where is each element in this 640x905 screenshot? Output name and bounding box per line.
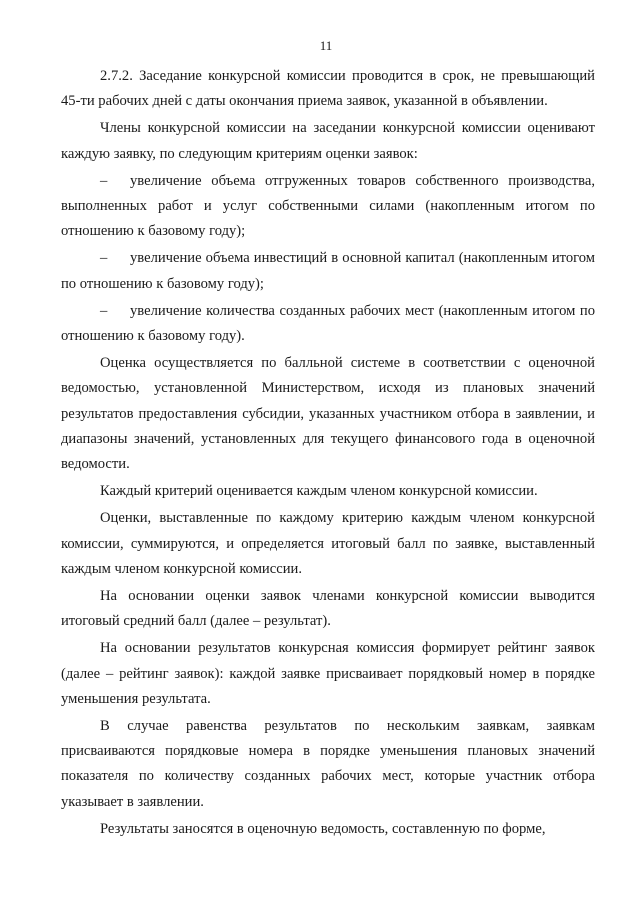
document-body [61,64,595,844]
paragraph-each-criterion: Каждый критерий оценивается каждым членом конкурсной комиссии. [100,483,538,500]
paragraph-tie-break: В случае равенства результатов по нескольким заявкам, заявкам присваиваются порядковые номера в порядке уменьшения плановых значений показателя по количеству созданных рабочих мест, которые участник отбора указывает в заявлении. [61,718,595,810]
dash-marker: – [100,302,108,319]
paragraph-meeting-deadline: 2.7.2. Заседание конкурсной комиссии проводится в срок, не превышающий 45-ти рабочих дней с даты окончания приема заявок, указанной в объявлении. [61,68,595,110]
criterion-item-investments [61,246,595,296]
paragraph-results-recorded: Результаты заносятся в оценочную ведомость, составленную по форме, [100,820,546,837]
dash-marker: – [100,250,108,267]
paragraph-evaluation-criteria-intro: Члены конкурсной комиссии на заседании конкурсной комиссии оценивают каждую заявку, по следующим критериям оценки заявок: [61,120,595,162]
page-number: 11 [319,38,333,53]
dash-marker: – [100,172,108,189]
criterion-text: увеличение количества созданных рабочих мест (накопленным итогом по отношению к базовому году). [61,302,595,345]
criterion-text: увеличение объема отгруженных товаров собственного производства, выполненных работ и услуг собственными силами (накопленным итогом по отношению к базовому году); [61,172,595,240]
criterion-item-shipped-goods [61,169,595,245]
paragraph-rating: На основании результатов конкурсная комиссия формирует рейтинг заявок (далее – рейтинг заявок): каждой заявке присваивает порядковый номер в порядке уменьшения результата. [61,640,595,707]
paragraph-scoring-system: Оценка осуществляется по балльной системе в соответствии с оценочной ведомостью, установленной Министерством, исходя из плановых значений результатов предоставления субсидии, указанных участником отбора в заявлении, и диапазоны значений, установленных для текущего финансового года в оценочной ведомости. [61,355,595,473]
paragraph-average-score: На основании оценки заявок членами конкурсной комиссии выводится итоговый средний балл (далее – результат). [61,588,595,630]
paragraph-scores-summed: Оценки, выставленные по каждому критерию каждым членом конкурсной комиссии, суммируются, и определяется итоговый балл по заявке, выставленный каждым членом конкурсной комиссии. [61,510,595,577]
criterion-text: увеличение объема инвестиций в основной капитал (накопленным итогом по отношению к базовому году); [61,250,595,292]
criterion-item-jobs-created [61,299,595,349]
